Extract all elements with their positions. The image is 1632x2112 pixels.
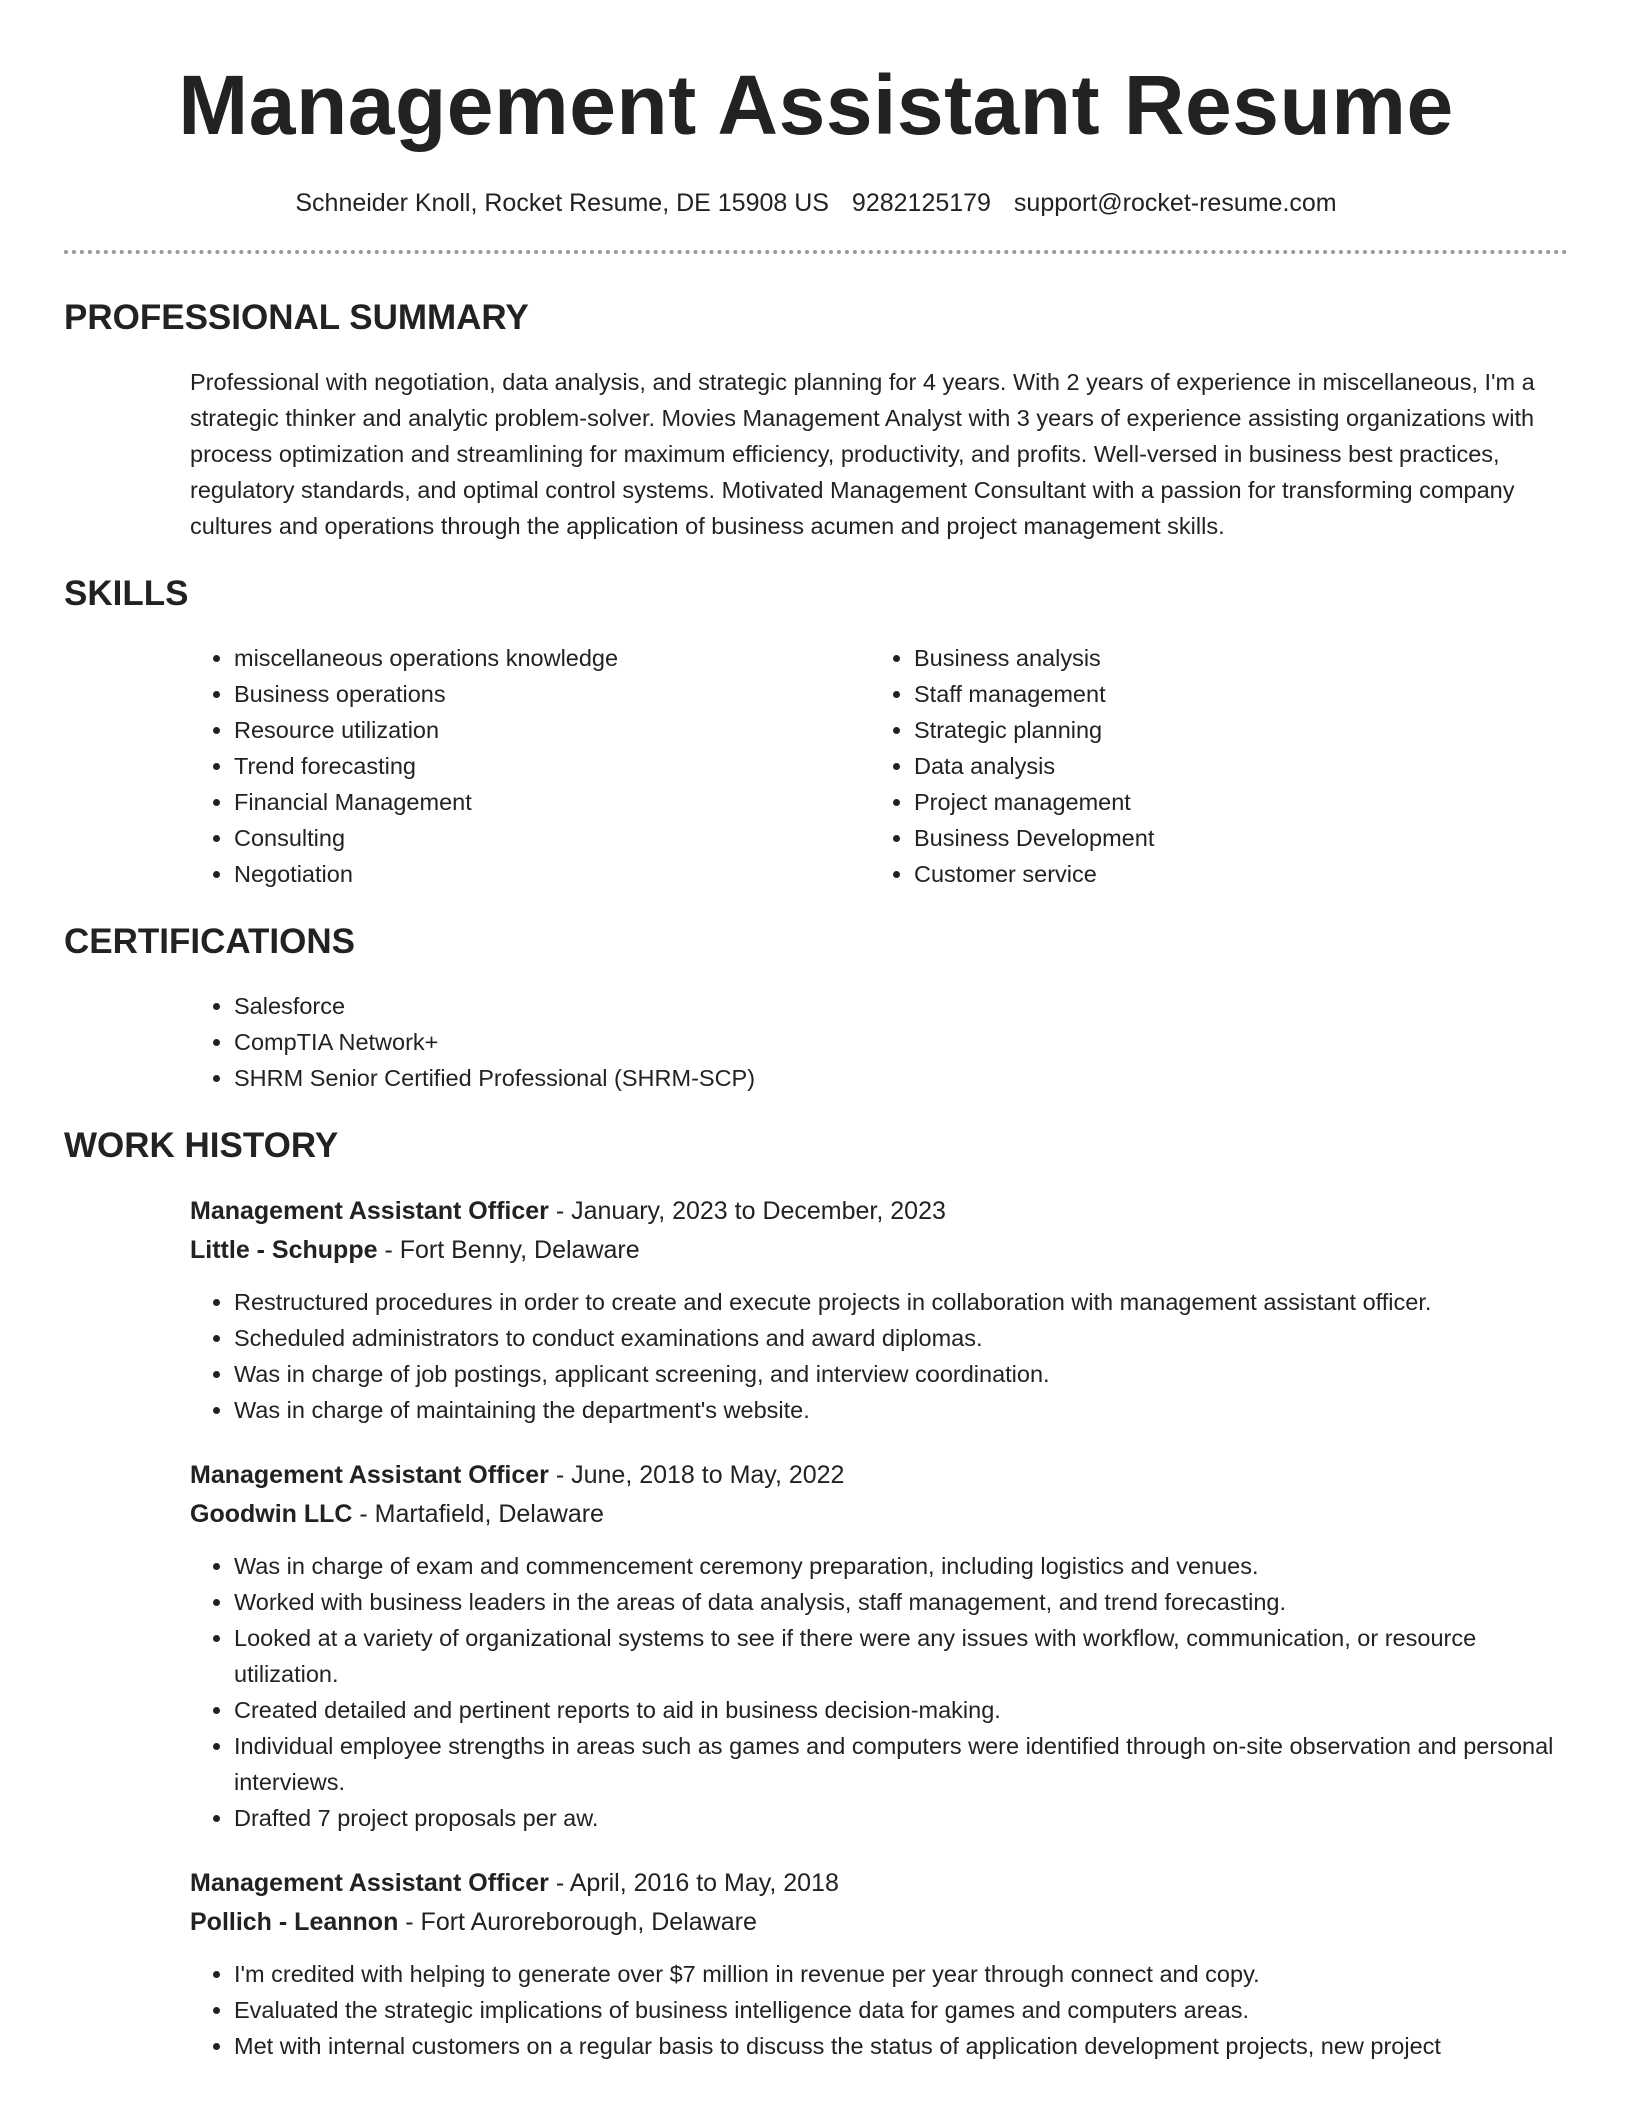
job-location: - Fort Benny, Delaware xyxy=(377,1236,640,1264)
page-title: Management Assistant Resume xyxy=(178,58,1454,152)
summary-section xyxy=(64,298,1568,544)
skill-item: • Trend forecasting xyxy=(234,748,870,784)
job-entry xyxy=(190,1864,1568,2064)
job-bullet: • Individual employee strengths in areas such as games and computers were identified through on-site observation and personal interviews. xyxy=(234,1728,1568,1800)
contact-line xyxy=(64,188,1568,218)
job-company: Pollich - Leannon xyxy=(190,1908,399,1936)
certification-item: • CompTIA Network+ xyxy=(234,1024,1568,1060)
skill-item: • Business Development xyxy=(914,820,1550,856)
header-divider xyxy=(64,250,1568,254)
skill-item: • Consulting xyxy=(234,820,870,856)
job-bullet: • Was in charge of exam and commencement ceremony preparation, including logistics and venues. xyxy=(234,1548,1568,1584)
job-title-line xyxy=(190,1456,1568,1495)
job-bullet: • Restructured procedures in order to create and execute projects in collaboration with management assistant officer. xyxy=(234,1284,1568,1320)
job-bullet: • Evaluated the strategic implications of business intelligence data for games and computers areas. xyxy=(234,1992,1568,2028)
job-company-line xyxy=(190,1231,1568,1270)
job-dates: - April, 2016 to May, 2018 xyxy=(548,1869,839,1897)
job-bullet: • Worked with business leaders in the areas of data analysis, staff management, and trend forecasting. xyxy=(234,1584,1568,1620)
job-company-line xyxy=(190,1495,1568,1534)
skill-item: • Resource utilization xyxy=(234,712,870,748)
skills-section xyxy=(64,574,1568,892)
skill-item: • Strategic planning xyxy=(914,712,1550,748)
job-title-line xyxy=(190,1864,1568,1903)
work-section xyxy=(64,1126,1568,2064)
job-bullet: • Created detailed and pertinent reports to aid in business decision-making. xyxy=(234,1692,1568,1728)
job-dates: - June, 2018 to May, 2022 xyxy=(548,1461,845,1489)
skill-item: • Customer service xyxy=(914,856,1550,892)
skill-item: • Data analysis xyxy=(914,748,1550,784)
job-bullet: • Met with internal customers on a regular basis to discuss the status of application development projects, new project xyxy=(234,2028,1568,2064)
skill-item: • Staff management xyxy=(914,676,1550,712)
skill-item: • Business operations xyxy=(234,676,870,712)
summary-text: Professional with negotiation, data analysis, and strategic planning for 4 years. With 2 years of experience in miscellaneous, I'm a strategic thinker and analytic problem-solver. Movies Management Analyst with 3 years of experience assisting organizations with process optimization and streamlining for maximum efficiency, productivity, and profits. Well-versed in business best practices, regulatory standards, and optimal control systems. Motivated Management Consultant with a passion for transforming company cultures and operations through the application of business acumen and project management skills. xyxy=(190,369,1535,539)
work-heading: WORK HISTORY xyxy=(64,1126,339,1165)
job-company: Goodwin LLC xyxy=(190,1500,353,1528)
job-bullet: • Was in charge of job postings, applicant screening, and interview coordination. xyxy=(234,1356,1568,1392)
job-title-line xyxy=(190,1192,1568,1231)
certifications-heading: CERTIFICATIONS xyxy=(64,922,356,961)
job-bullets xyxy=(190,1548,1568,1836)
summary-heading: PROFESSIONAL SUMMARY xyxy=(64,298,529,337)
job-bullets xyxy=(190,1956,1568,2064)
job-title: Management Assistant Officer xyxy=(190,1461,549,1489)
certifications-list xyxy=(190,988,1568,1096)
job-title: Management Assistant Officer xyxy=(190,1197,549,1225)
job-bullet: • Scheduled administrators to conduct examinations and award diplomas. xyxy=(234,1320,1568,1356)
skills-list-right xyxy=(870,640,1550,892)
job-bullet: • Looked at a variety of organizational systems to see if there were any issues with workflow, communication, or resource utilization. xyxy=(234,1620,1568,1692)
certifications-section xyxy=(64,922,1568,1096)
skills-columns xyxy=(190,640,1568,892)
job-bullet: • Was in charge of maintaining the department's website. xyxy=(234,1392,1568,1428)
job-dates: - January, 2023 to December, 2023 xyxy=(548,1197,946,1225)
skills-heading: SKILLS xyxy=(64,574,189,613)
job-entry xyxy=(190,1192,1568,1428)
job-entry xyxy=(190,1456,1568,1836)
job-location: - Fort Auroreborough, Delaware xyxy=(398,1908,757,1936)
job-company-line xyxy=(190,1903,1568,1942)
certification-item: • SHRM Senior Certified Professional (SHRM-SCP) xyxy=(234,1060,1568,1096)
job-bullet: • I'm credited with helping to generate over $7 million in revenue per year through connect and copy. xyxy=(234,1956,1568,1992)
certification-item: • Salesforce xyxy=(234,988,1568,1024)
skill-item: • Business analysis xyxy=(914,640,1550,676)
skill-item: • Project management xyxy=(914,784,1550,820)
email: support@rocket-resume.com xyxy=(1013,189,1337,217)
address: Schneider Knoll, Rocket Resume, DE 15908 US xyxy=(295,189,829,217)
job-bullets xyxy=(190,1284,1568,1428)
skills-list-left xyxy=(190,640,870,892)
job-title: Management Assistant Officer xyxy=(190,1869,549,1897)
job-bullet: • Drafted 7 project proposals per aw. xyxy=(234,1800,1568,1836)
skill-item: • Financial Management xyxy=(234,784,870,820)
skill-item: • Negotiation xyxy=(234,856,870,892)
job-company: Little - Schuppe xyxy=(190,1236,378,1264)
job-location: - Martafield, Delaware xyxy=(352,1500,604,1528)
skill-item: • miscellaneous operations knowledge xyxy=(234,640,870,676)
phone: 9282125179 xyxy=(851,189,991,217)
